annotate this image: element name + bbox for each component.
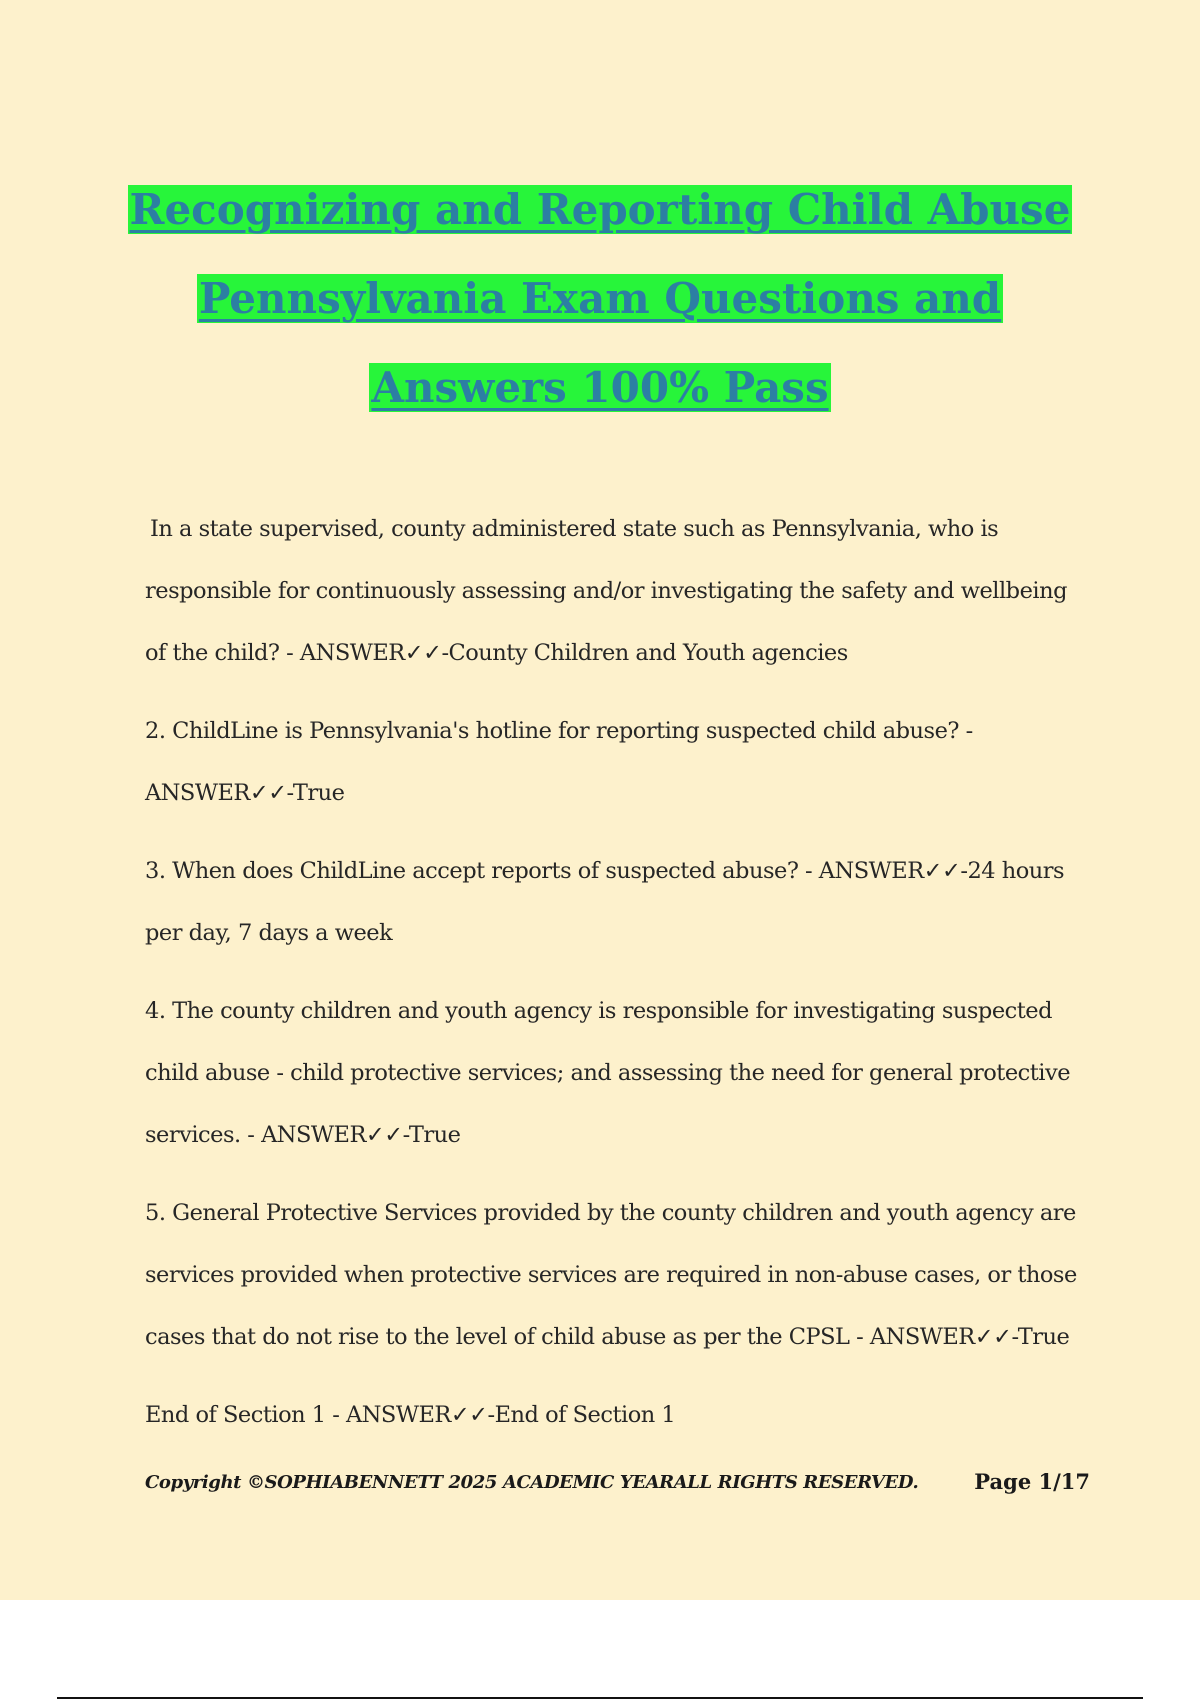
document-title bbox=[0, 165, 1200, 432]
title-line: Pennsylvania Exam Questions and bbox=[198, 274, 1002, 323]
title-line: Recognizing and Reporting Child Abuse bbox=[129, 185, 1071, 234]
qa-item bbox=[145, 498, 1090, 684]
question-text: 5. General Protective Services provided by the county children and youth agency are services provided when protective services are required in non-abuse cases, or those cases that do not rise to the level of child abuse as per the CPSL - bbox=[145, 1200, 1077, 1350]
question-text: 4. The county children and youth agency is responsible for investigating suspected child abuse - child protective services; and assessing the need for general protective services. - bbox=[145, 998, 1071, 1148]
title-line: Answers 100% Pass bbox=[371, 363, 829, 412]
answer-text: ANSWER✓✓-County Children and Youth agencies bbox=[299, 640, 848, 666]
qa-item bbox=[145, 980, 1090, 1166]
question-text: 3. When does ChildLine accept reports of suspected abuse? - bbox=[145, 858, 819, 884]
qa-item bbox=[145, 700, 1090, 824]
qa-list bbox=[145, 498, 1090, 1462]
page-footer bbox=[145, 1466, 1090, 1506]
question-text: End of Section 1 - bbox=[145, 1402, 346, 1428]
answer-text: ANSWER✓✓-24 hours per day, 7 days a week bbox=[145, 858, 1065, 946]
question-text: 2. ChildLine is Pennsylvania's hotline for reporting suspected child abuse? - bbox=[145, 718, 973, 744]
page-number: Page 1/17 bbox=[974, 1469, 1090, 1494]
qa-item bbox=[145, 1182, 1090, 1368]
answer-text: ANSWER✓✓-End of Section 1 bbox=[345, 1402, 676, 1428]
answer-text: ANSWER✓✓-True bbox=[869, 1324, 1070, 1350]
qa-item bbox=[145, 1384, 1090, 1446]
answer-text: ANSWER✓✓-True bbox=[261, 1122, 461, 1148]
copyright-notice: Copyright ©SOPHIABENNETT 2025 ACADEMIC YEARALL RIGHTS RESERVED. bbox=[145, 1472, 919, 1493]
qa-item bbox=[145, 840, 1090, 964]
question-text: In a state supervised, county administered state such as Pennsylvania, who is responsible for continuously assessing and/or investigating the safety and wellbeing of the child? - bbox=[145, 516, 1067, 666]
bottom-divider bbox=[57, 1697, 1143, 1699]
answer-text: ANSWER✓✓-True bbox=[145, 780, 345, 806]
